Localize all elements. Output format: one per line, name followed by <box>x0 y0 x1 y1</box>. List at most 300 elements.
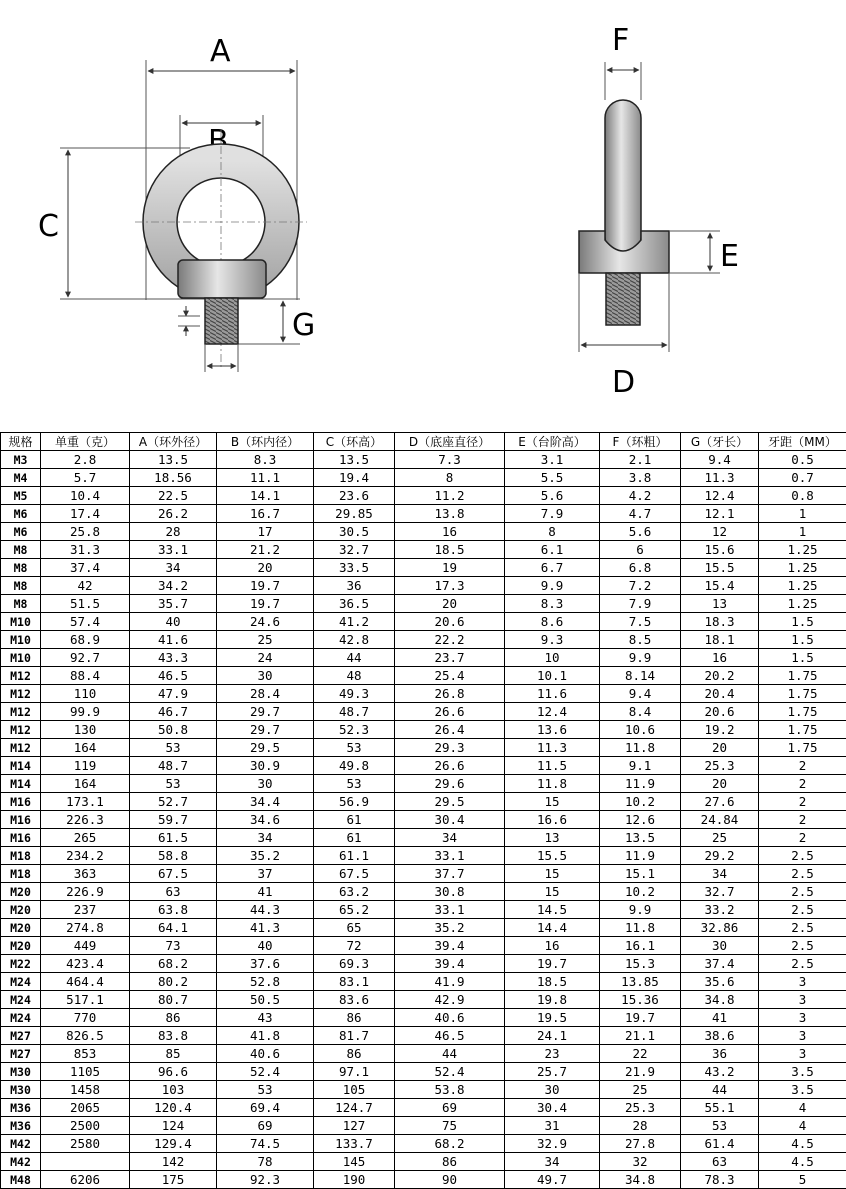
table-cell: 51.5 <box>41 595 130 613</box>
dimension-e-label: E <box>720 239 739 274</box>
table-cell: 25 <box>217 631 314 649</box>
table-cell: 49.3 <box>314 685 395 703</box>
table-cell: 29.85 <box>314 505 395 523</box>
table-cell: 16 <box>505 937 600 955</box>
table-cell: 1 <box>759 505 846 523</box>
table-cell: 63.2 <box>314 883 395 901</box>
table-cell: 1.25 <box>759 577 846 595</box>
table-cell: 30.4 <box>505 1099 600 1117</box>
table-cell: 7.9 <box>600 595 681 613</box>
size-cell: M12 <box>1 685 41 703</box>
table-cell: 53 <box>217 1081 314 1099</box>
table-cell: 18.56 <box>130 469 217 487</box>
table-row <box>1 649 846 667</box>
table-row <box>1 451 846 469</box>
table-cell: 6.1 <box>505 541 600 559</box>
table-row <box>1 559 846 577</box>
size-cell: M20 <box>1 937 41 955</box>
table-cell: 110 <box>41 685 130 703</box>
table-cell: 61.1 <box>314 847 395 865</box>
table-cell: 41.8 <box>217 1027 314 1045</box>
table-cell: 42.8 <box>314 631 395 649</box>
table-row <box>1 991 846 1009</box>
table-cell: 15.5 <box>681 559 759 577</box>
table-cell: 29.3 <box>395 739 505 757</box>
table-cell: 2.5 <box>759 919 846 937</box>
size-cell: M16 <box>1 811 41 829</box>
table-cell: 41.9 <box>395 973 505 991</box>
table-cell: 34 <box>395 829 505 847</box>
table-row <box>1 919 846 937</box>
table-cell: 15.4 <box>681 577 759 595</box>
table-cell: 26.8 <box>395 685 505 703</box>
size-cell: M16 <box>1 829 41 847</box>
table-cell: 30.8 <box>395 883 505 901</box>
table-cell: 5.7 <box>41 469 130 487</box>
table-cell: 35.7 <box>130 595 217 613</box>
table-cell: 78.3 <box>681 1171 759 1189</box>
table-cell: 40.6 <box>395 1009 505 1027</box>
eye-bolt-thread <box>205 298 238 344</box>
table-cell: 9.9 <box>600 649 681 667</box>
table-cell: 64.1 <box>130 919 217 937</box>
size-cell: M24 <box>1 1009 41 1027</box>
table-cell: 67.5 <box>130 865 217 883</box>
table-cell: 2 <box>759 811 846 829</box>
size-cell: M16 <box>1 793 41 811</box>
column-header: B（环内径） <box>217 433 314 451</box>
table-row <box>1 577 846 595</box>
table-cell: 8.5 <box>600 631 681 649</box>
table-cell: 1 <box>759 523 846 541</box>
size-cell: M4 <box>1 469 41 487</box>
table-cell: 27.8 <box>600 1135 681 1153</box>
table-cell: 1.5 <box>759 631 846 649</box>
table-cell: 129.4 <box>130 1135 217 1153</box>
size-cell: M6 <box>1 523 41 541</box>
table-cell: 61 <box>314 811 395 829</box>
table-cell: 52.4 <box>395 1063 505 1081</box>
table-cell: 265 <box>41 829 130 847</box>
table-cell: 7.3 <box>395 451 505 469</box>
table-cell: 2 <box>759 757 846 775</box>
table-cell: 33.1 <box>130 541 217 559</box>
table-cell: 67.5 <box>314 865 395 883</box>
table-cell: 99.9 <box>41 703 130 721</box>
table-row <box>1 973 846 991</box>
table-cell: 34 <box>130 559 217 577</box>
table-cell: 3 <box>759 973 846 991</box>
table-cell: 120.4 <box>130 1099 217 1117</box>
table-cell: 83.1 <box>314 973 395 991</box>
spec-table <box>0 432 846 1189</box>
table-row <box>1 1117 846 1135</box>
table-cell: 23.6 <box>314 487 395 505</box>
table-cell: 22.2 <box>395 631 505 649</box>
table-cell: 142 <box>130 1153 217 1171</box>
table-row <box>1 901 846 919</box>
table-cell: 274.8 <box>41 919 130 937</box>
size-cell: M10 <box>1 649 41 667</box>
table-cell: 40.6 <box>217 1045 314 1063</box>
table-cell: 1.5 <box>759 649 846 667</box>
table-cell: 6.7 <box>505 559 600 577</box>
table-cell: 49.7 <box>505 1171 600 1189</box>
table-cell: 59.7 <box>130 811 217 829</box>
table-cell: 133.7 <box>314 1135 395 1153</box>
table-cell: 13.6 <box>505 721 600 739</box>
table-row <box>1 1063 846 1081</box>
column-header: 单重（克） <box>41 433 130 451</box>
side-view <box>579 23 739 400</box>
table-cell: 1.75 <box>759 667 846 685</box>
table-cell: 9.1 <box>600 757 681 775</box>
table-cell: 127 <box>314 1117 395 1135</box>
table-cell: 34 <box>681 865 759 883</box>
table-row <box>1 1045 846 1063</box>
table-cell: 32.7 <box>314 541 395 559</box>
table-row <box>1 1171 846 1189</box>
table-cell: 33.1 <box>395 901 505 919</box>
table-cell: 14.1 <box>217 487 314 505</box>
table-cell: 34.6 <box>217 811 314 829</box>
table-row <box>1 1099 846 1117</box>
table-row <box>1 1027 846 1045</box>
table-cell: 26.6 <box>395 703 505 721</box>
table-cell: 10.4 <box>41 487 130 505</box>
table-row <box>1 757 846 775</box>
table-cell: 29.6 <box>395 775 505 793</box>
table-cell: 69 <box>217 1117 314 1135</box>
table-cell: 164 <box>41 739 130 757</box>
size-cell: M22 <box>1 955 41 973</box>
size-cell: M36 <box>1 1099 41 1117</box>
table-cell: 18.5 <box>395 541 505 559</box>
size-cell: M8 <box>1 577 41 595</box>
table-cell: 31 <box>505 1117 600 1135</box>
table-cell: 92.7 <box>41 649 130 667</box>
table-cell: 41.2 <box>314 613 395 631</box>
table-cell: 130 <box>41 721 130 739</box>
size-cell: M36 <box>1 1117 41 1135</box>
column-header: 规格 <box>1 433 41 451</box>
size-cell: M14 <box>1 775 41 793</box>
table-cell: 33.5 <box>314 559 395 577</box>
table-cell: 3 <box>759 991 846 1009</box>
table-cell: 36.5 <box>314 595 395 613</box>
table-cell: 11.3 <box>505 739 600 757</box>
size-cell: M18 <box>1 847 41 865</box>
table-cell: 2 <box>759 829 846 847</box>
table-cell: 3.1 <box>505 451 600 469</box>
table-cell: 34.8 <box>681 991 759 1009</box>
table-cell: 37.7 <box>395 865 505 883</box>
table-cell: 11.9 <box>600 847 681 865</box>
table-row <box>1 1135 846 1153</box>
table-cell: 53 <box>130 739 217 757</box>
table-cell: 24.84 <box>681 811 759 829</box>
table-cell: 26.4 <box>395 721 505 739</box>
table-cell: 42.9 <box>395 991 505 1009</box>
size-cell: M3 <box>1 451 41 469</box>
size-cell: M8 <box>1 595 41 613</box>
dimension-b-label: B <box>208 124 229 159</box>
table-cell: 12.4 <box>505 703 600 721</box>
table-cell: 8.3 <box>505 595 600 613</box>
column-header: F（环粗） <box>600 433 681 451</box>
table-cell: 41.6 <box>130 631 217 649</box>
table-cell: 83.6 <box>314 991 395 1009</box>
table-cell: 37.6 <box>217 955 314 973</box>
table-cell: 3 <box>759 1045 846 1063</box>
table-cell: 20.4 <box>681 685 759 703</box>
table-cell: 23 <box>505 1045 600 1063</box>
table-cell: 9.3 <box>505 631 600 649</box>
table-cell: 11.6 <box>505 685 600 703</box>
table-cell: 1.75 <box>759 685 846 703</box>
table-cell: 52.8 <box>217 973 314 991</box>
table-cell: 0.5 <box>759 451 846 469</box>
table-cell: 20 <box>681 739 759 757</box>
table-cell: 226.3 <box>41 811 130 829</box>
table-row <box>1 775 846 793</box>
table-cell: 2.5 <box>759 937 846 955</box>
table-cell: 58.8 <box>130 847 217 865</box>
table-cell: 32 <box>600 1153 681 1171</box>
table-cell: 19.7 <box>217 595 314 613</box>
table-cell: 17.4 <box>41 505 130 523</box>
size-cell: M20 <box>1 883 41 901</box>
table-cell: 25 <box>681 829 759 847</box>
table-cell: 9.9 <box>505 577 600 595</box>
eye-bolt-diagram <box>0 0 846 432</box>
table-cell: 24.6 <box>217 613 314 631</box>
table-cell: 38.6 <box>681 1027 759 1045</box>
table-cell: 1.25 <box>759 595 846 613</box>
table-cell: 32.7 <box>681 883 759 901</box>
dimension-a-label: A <box>210 34 231 69</box>
table-cell: 30.5 <box>314 523 395 541</box>
eye-bolt-thread-side <box>606 273 640 325</box>
size-cell: M12 <box>1 721 41 739</box>
table-cell: 52.7 <box>130 793 217 811</box>
table-cell: 3.5 <box>759 1081 846 1099</box>
table-cell: 53 <box>314 775 395 793</box>
size-cell: M30 <box>1 1063 41 1081</box>
front-view <box>38 34 315 372</box>
table-cell: 88.4 <box>41 667 130 685</box>
table-cell: 27.6 <box>681 793 759 811</box>
table-row <box>1 523 846 541</box>
size-cell: M6 <box>1 505 41 523</box>
table-cell: 44 <box>314 649 395 667</box>
table-cell: 86 <box>395 1153 505 1171</box>
table-cell: 119 <box>41 757 130 775</box>
table-cell: 4.5 <box>759 1153 846 1171</box>
table-row <box>1 541 846 559</box>
table-cell: 90 <box>395 1171 505 1189</box>
table-cell: 50.5 <box>217 991 314 1009</box>
size-cell: M48 <box>1 1171 41 1189</box>
table-cell: 49.8 <box>314 757 395 775</box>
table-cell: 770 <box>41 1009 130 1027</box>
table-cell: 18.1 <box>681 631 759 649</box>
size-cell: M12 <box>1 739 41 757</box>
table-cell: 1.5 <box>759 613 846 631</box>
table-cell: 124 <box>130 1117 217 1135</box>
table-cell: 11.8 <box>505 775 600 793</box>
table-cell: 1105 <box>41 1063 130 1081</box>
table-cell: 21.9 <box>600 1063 681 1081</box>
table-cell: 16.7 <box>217 505 314 523</box>
size-cell: M30 <box>1 1081 41 1099</box>
table-cell: 8.14 <box>600 667 681 685</box>
table-cell: 86 <box>314 1045 395 1063</box>
table-cell: 43.2 <box>681 1063 759 1081</box>
column-header: A（环外径） <box>130 433 217 451</box>
table-cell: 1458 <box>41 1081 130 1099</box>
table-cell: 20 <box>395 595 505 613</box>
table-cell: 13.5 <box>600 829 681 847</box>
table-cell: 2 <box>759 793 846 811</box>
table-cell: 5.5 <box>505 469 600 487</box>
table-cell: 2500 <box>41 1117 130 1135</box>
table-cell: 85 <box>130 1045 217 1063</box>
table-cell: 13.5 <box>314 451 395 469</box>
table-cell: 37.4 <box>681 955 759 973</box>
table-cell: 12.6 <box>600 811 681 829</box>
table-cell: 36 <box>681 1045 759 1063</box>
table-cell: 19.4 <box>314 469 395 487</box>
table-cell: 40 <box>217 937 314 955</box>
table-cell: 4.7 <box>600 505 681 523</box>
table-cell: 53.8 <box>395 1081 505 1099</box>
table-cell: 10.6 <box>600 721 681 739</box>
table-cell: 13 <box>505 829 600 847</box>
size-cell: M27 <box>1 1027 41 1045</box>
table-row <box>1 1009 846 1027</box>
table-cell: 97.1 <box>314 1063 395 1081</box>
size-cell: M12 <box>1 703 41 721</box>
table-cell: 105 <box>314 1081 395 1099</box>
table-cell: 25 <box>600 1081 681 1099</box>
table-cell: 69 <box>395 1099 505 1117</box>
table-row <box>1 955 846 973</box>
table-row <box>1 469 846 487</box>
table-row <box>1 1153 846 1171</box>
table-cell: 35.6 <box>681 973 759 991</box>
table-cell: 2.5 <box>759 955 846 973</box>
table-cell: 12.1 <box>681 505 759 523</box>
table-cell: 449 <box>41 937 130 955</box>
table-row <box>1 613 846 631</box>
table-cell: 14.5 <box>505 901 600 919</box>
table-cell: 53 <box>681 1117 759 1135</box>
table-cell: 30.9 <box>217 757 314 775</box>
table-cell: 34 <box>505 1153 600 1171</box>
table-cell: 43.3 <box>130 649 217 667</box>
table-cell: 55.1 <box>681 1099 759 1117</box>
table-cell: 4 <box>759 1099 846 1117</box>
table-cell: 20.6 <box>681 703 759 721</box>
table-cell: 80.2 <box>130 973 217 991</box>
table-cell: 26.6 <box>395 757 505 775</box>
table-cell: 1.25 <box>759 541 846 559</box>
table-cell: 69.3 <box>314 955 395 973</box>
table-cell: 1.75 <box>759 739 846 757</box>
table-cell: 1.25 <box>759 559 846 577</box>
table-cell: 32.9 <box>505 1135 600 1153</box>
table-cell: 32.86 <box>681 919 759 937</box>
table-cell: 3 <box>759 1027 846 1045</box>
table-cell: 6 <box>600 541 681 559</box>
table-row <box>1 811 846 829</box>
table-cell: 11.2 <box>395 487 505 505</box>
table-cell: 48.7 <box>130 757 217 775</box>
table-cell: 12 <box>681 523 759 541</box>
table-row <box>1 721 846 739</box>
table-cell: 48.7 <box>314 703 395 721</box>
table-cell: 2065 <box>41 1099 130 1117</box>
table-cell: 46.5 <box>395 1027 505 1045</box>
table-cell: 124.7 <box>314 1099 395 1117</box>
table-cell: 50.8 <box>130 721 217 739</box>
table-cell: 3.5 <box>759 1063 846 1081</box>
table-cell: 25.3 <box>681 757 759 775</box>
table-cell: 68.2 <box>395 1135 505 1153</box>
table-cell: 9.4 <box>600 685 681 703</box>
table-cell: 6.8 <box>600 559 681 577</box>
table-cell: 10 <box>505 649 600 667</box>
table-cell: 35.2 <box>395 919 505 937</box>
table-cell: 30.4 <box>395 811 505 829</box>
table-cell: 52.3 <box>314 721 395 739</box>
table-cell: 81.7 <box>314 1027 395 1045</box>
table-cell: 92.3 <box>217 1171 314 1189</box>
table-cell: 53 <box>314 739 395 757</box>
table-row <box>1 847 846 865</box>
table-cell: 164 <box>41 775 130 793</box>
table-cell: 37.4 <box>41 559 130 577</box>
table-row <box>1 739 846 757</box>
table-cell: 22.5 <box>130 487 217 505</box>
table-cell: 15 <box>505 883 600 901</box>
table-cell: 12.4 <box>681 487 759 505</box>
table-cell: 44 <box>395 1045 505 1063</box>
table-cell: 69.4 <box>217 1099 314 1117</box>
size-cell: M10 <box>1 613 41 631</box>
table-cell: 68.2 <box>130 955 217 973</box>
table-cell: 20.6 <box>395 613 505 631</box>
table-cell: 19.7 <box>600 1009 681 1027</box>
table-cell: 11.1 <box>217 469 314 487</box>
table-cell: 145 <box>314 1153 395 1171</box>
table-cell: 34.2 <box>130 577 217 595</box>
table-cell: 40 <box>130 613 217 631</box>
table-cell: 7.9 <box>505 505 600 523</box>
table-cell: 11.9 <box>600 775 681 793</box>
table-cell: 464.4 <box>41 973 130 991</box>
table-cell: 75 <box>395 1117 505 1135</box>
table-cell: 19.8 <box>505 991 600 1009</box>
table-cell: 2.5 <box>759 901 846 919</box>
table-cell: 2.5 <box>759 865 846 883</box>
size-cell: M20 <box>1 919 41 937</box>
table-cell: 31.3 <box>41 541 130 559</box>
table-cell: 80.7 <box>130 991 217 1009</box>
table-cell: 34.4 <box>217 793 314 811</box>
table-cell: 13.8 <box>395 505 505 523</box>
